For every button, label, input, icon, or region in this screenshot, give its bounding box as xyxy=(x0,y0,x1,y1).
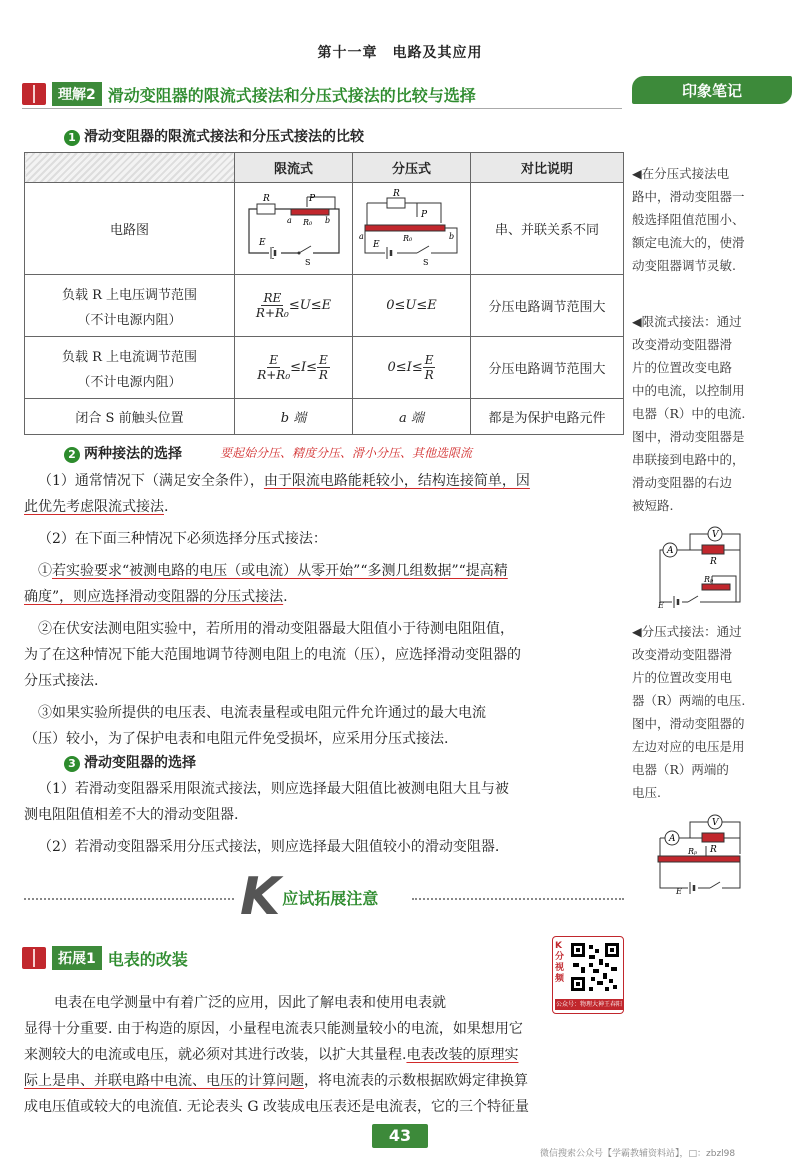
text: 电表在电学测量中有着广泛的应用，因此了解电表和使用电表就 xyxy=(54,995,446,1011)
table-header: 对比说明 xyxy=(471,153,624,183)
text: 为了在这种情况下能大范围地调节待测电阻上的电流（压），应选择滑动变阻器的 xyxy=(24,647,521,663)
section-tag: 拓展1 xyxy=(52,946,102,970)
side-note-line: 额定电流大的，使滑 xyxy=(632,235,745,250)
banner-logo: K xyxy=(240,867,281,927)
qr-caption: 公众号：物理大神王春阳 xyxy=(555,1001,622,1008)
numerator: E xyxy=(424,353,434,367)
qr-code-icon xyxy=(569,941,621,993)
table-header: 限流式 xyxy=(235,153,353,183)
label-P: P xyxy=(308,193,315,204)
side-note-line: 被短路. xyxy=(632,498,674,513)
section-title: 滑动变阻器的限流式接法和分压式接法的比较与选择 xyxy=(107,85,476,105)
limit-circuit-side-diagram xyxy=(650,520,750,610)
text: （压）较小，为了保护电表和电阻元件免受损坏，应采用分压式接法. xyxy=(24,731,449,747)
text: ③如果实验所提供的电压表、电流表量程或电阻元件允许通过的最大电流 xyxy=(38,705,486,721)
table-cell: b 端 xyxy=(235,399,353,435)
label-R: R xyxy=(392,188,400,199)
ammeter-icon: A xyxy=(667,546,674,556)
side-note-line: 左边对应的电压是用 xyxy=(632,739,745,754)
label-Rp: Rₚ xyxy=(704,575,714,584)
side-note-line: 电器（R）中的电流. xyxy=(632,406,746,421)
label-R: R xyxy=(710,845,717,855)
body-paragraph-4 xyxy=(24,990,624,1120)
qr-label-2: 视频 xyxy=(555,963,565,984)
subheading-text: 两种接法的选择 xyxy=(84,446,182,462)
label-S: S xyxy=(422,257,428,265)
voltmeter-icon: V xyxy=(712,530,719,540)
note-header xyxy=(632,76,792,104)
side-note-line: 电器（R）两端的 xyxy=(632,762,729,777)
side-note-line: 片的位置改变电路 xyxy=(632,360,733,375)
fraction xyxy=(317,353,330,382)
formula-tail: ≤U≤E xyxy=(288,298,332,313)
table-cell xyxy=(25,275,235,337)
side-note-line: 改变滑动变阻器滑 xyxy=(632,337,733,352)
subheading-2 xyxy=(64,443,182,463)
label-a: a xyxy=(286,215,292,225)
side-note-line: 改变滑动变阻器滑 xyxy=(632,647,733,662)
book-icon xyxy=(22,83,46,105)
row-sublabel: （不计电源内阻） xyxy=(77,374,182,390)
side-note-1 xyxy=(632,162,792,277)
label-R: R xyxy=(710,557,717,567)
table-cell xyxy=(25,337,235,399)
fraction xyxy=(257,353,290,382)
table-cell xyxy=(235,275,353,337)
denominator: R+R₀ xyxy=(255,306,289,320)
comparison-table xyxy=(24,152,624,435)
table-cell: 分压电路调节范围大 xyxy=(471,337,624,399)
page-number: 43 xyxy=(372,1124,428,1148)
table-cell: 串、并联关系不同 xyxy=(471,183,624,275)
table-cell: 分压电路调节范围大 xyxy=(471,275,624,337)
label-a: a xyxy=(358,231,364,241)
denominator: R+R₀ xyxy=(257,368,291,382)
circuit-limit-svg xyxy=(239,189,349,265)
side-note-line: 中的电流，以控制用 xyxy=(632,383,745,398)
fraction xyxy=(256,291,289,320)
label-S: S xyxy=(304,257,310,265)
text: 分压式接法. xyxy=(24,673,99,689)
side-note-line: 器（R）两端的电压. xyxy=(632,693,746,708)
text: （1）通常情况下（满足安全条件）， xyxy=(38,473,264,489)
text: 显得十分重要. 由于构造的原因，小量程电流表只能测量较小的电流，如果想用它 xyxy=(24,1021,523,1037)
row-label: 负载 R 上电流调节范围 xyxy=(61,349,198,365)
denominator: R xyxy=(318,368,328,382)
section-tag: 理解2 xyxy=(52,82,102,106)
circuit-divide-svg xyxy=(357,189,467,265)
table-cell: 电路图 xyxy=(25,183,235,275)
text: 测电阻阻值相差不大的滑动变阻器. xyxy=(24,807,239,823)
divider xyxy=(22,108,622,109)
text: （2）在下面三种情况下必须选择分压式接法： xyxy=(38,531,327,547)
underlined-text: 若实验要求“被测电路的电压（或电流）从零开始”“多测几组数据”“提高精 xyxy=(52,563,508,579)
label-E: E xyxy=(372,239,380,250)
side-note-line: 滑动变阻器的右边 xyxy=(632,475,733,490)
side-note-line: ◀限流式接法：通过 xyxy=(632,314,742,329)
underlined-text: 确度”，则应选择滑动变阻器的分压式接法 xyxy=(24,589,284,605)
table-cell: 都是为保护电路元件 xyxy=(471,399,624,435)
underlined-text: 此优先考虑限流式接法 xyxy=(24,499,164,515)
qr-label-1: K分 xyxy=(555,941,565,962)
numerator: E xyxy=(319,353,328,367)
row-label: 负载 R 上电压调节范围 xyxy=(61,287,198,303)
subheading-text: 滑动变阻器的选择 xyxy=(84,755,196,771)
qr-label xyxy=(555,941,567,985)
subheading-3 xyxy=(64,752,196,772)
side-note-line: 电压. xyxy=(632,785,661,800)
subheading-1 xyxy=(64,126,364,146)
underlined-text: 由于限流电路能耗较小，结构连接简单，因 xyxy=(263,473,530,489)
side-note-line: ◀在分压式接法电 xyxy=(632,166,730,181)
formula-mid: ≤I≤ xyxy=(290,360,318,375)
table-cell: 闭合 S 前触头位置 xyxy=(25,399,235,435)
fraction xyxy=(423,353,436,382)
side-note-line: 图中，滑动变阻器的 xyxy=(632,716,745,731)
table-cell xyxy=(353,275,471,337)
section-title: 电表的改装 xyxy=(107,949,188,969)
text: ① xyxy=(38,563,52,579)
circuit-diagram-divider xyxy=(353,183,471,275)
text: ，将电流表的示数根据欧姆定律换算 xyxy=(304,1073,528,1089)
side-note-line: 路中，滑动变阻器一 xyxy=(632,189,745,204)
label-P: P xyxy=(420,209,427,220)
underlined-text: 电表改装的原理实 xyxy=(406,1047,519,1063)
body-paragraph-2 xyxy=(24,468,624,752)
label-R0: R₀ xyxy=(302,217,312,227)
side-note-line: 串联接到电路中的， xyxy=(632,452,745,467)
text: . xyxy=(283,589,288,605)
chapter-header: 第十一章 电路及其应用 xyxy=(317,45,483,61)
label-b: b xyxy=(448,231,454,241)
number-badge: 2 xyxy=(64,447,80,463)
book-icon xyxy=(22,947,46,969)
denominator: R xyxy=(424,368,434,382)
voltmeter-icon: V xyxy=(712,818,719,828)
text: 成电压值或较大的电流值. 无论表头 G 改装成电压表还是电流表，它的三个特征量 xyxy=(24,1099,529,1115)
side-note-line: 片的位置改变用电 xyxy=(632,670,733,685)
body-paragraph-3 xyxy=(24,776,624,860)
text: . xyxy=(164,499,169,515)
text: ②在伏安法测电阻实验中，若所用的滑动变阻器最大阻值小于待测电阻阻值， xyxy=(38,621,514,637)
number-badge: 1 xyxy=(64,130,80,146)
dotted-divider xyxy=(412,898,624,900)
table-cell xyxy=(235,337,353,399)
dotted-divider xyxy=(24,898,234,900)
text: 来测较大的电流或电压，就必须对其进行改装，以扩大其量程. xyxy=(24,1047,407,1063)
divider-circuit-side-diagram xyxy=(650,810,750,896)
label-E: E xyxy=(658,601,664,610)
side-note-2 xyxy=(632,310,792,517)
footer-text: 微信搜索公众号【学霸教辅资料站】，□：zbzl98 xyxy=(540,1149,736,1159)
circuit-diagram-limit xyxy=(235,183,353,275)
side-note-line: 般选择阻值范围小、 xyxy=(632,212,745,227)
formula-pre: 0≤I≤ xyxy=(387,360,423,375)
row-sublabel: （不计电源内阻） xyxy=(77,312,182,328)
side-note-3 xyxy=(632,620,792,804)
table-header: 分压式 xyxy=(353,153,471,183)
text: （1）若滑动变阻器采用限流式接法，则应选择最大阻值比被测电阻大且与被 xyxy=(38,781,509,797)
label-R: R xyxy=(262,193,270,204)
label-R0: R₀ xyxy=(402,233,412,243)
table-cell xyxy=(353,337,471,399)
numerator: E xyxy=(269,353,279,367)
banner xyxy=(240,867,410,927)
note-header-label: 印象笔记 xyxy=(681,81,742,100)
side-note-line: 动变阻器调节灵敏. xyxy=(632,258,736,273)
label-b: b xyxy=(324,215,330,225)
number-badge: 3 xyxy=(64,756,80,772)
subheading-text: 滑动变阻器的限流式接法和分压式接法的比较 xyxy=(84,129,364,145)
label-Rp: Rₚ xyxy=(688,847,698,856)
numerator: RE xyxy=(263,291,282,305)
side-note-line: 图中，滑动变阻器是 xyxy=(632,429,745,444)
ammeter-icon: A xyxy=(669,834,676,844)
underlined-text: 际上是串、并联电路中电流、电压的计算问题 xyxy=(24,1073,304,1089)
banner-text: 应试拓展注意 xyxy=(282,888,379,908)
table-header-corner xyxy=(25,153,235,183)
handwritten-note: 要起始分压、精度分压、滑小分压、其他选限流 xyxy=(220,446,473,460)
table-cell: a 端 xyxy=(353,399,471,435)
section-heading-2 xyxy=(22,944,188,972)
formula: 0≤U≤E xyxy=(386,298,437,313)
text: （2）若滑动变阻器采用分压式接法，则应选择最大阻值较小的滑动变阻器. xyxy=(38,839,500,855)
label-E: E xyxy=(676,887,682,896)
section-heading xyxy=(22,80,476,108)
label-E: E xyxy=(258,237,266,248)
side-note-line: ◀分压式接法：通过 xyxy=(632,624,742,639)
